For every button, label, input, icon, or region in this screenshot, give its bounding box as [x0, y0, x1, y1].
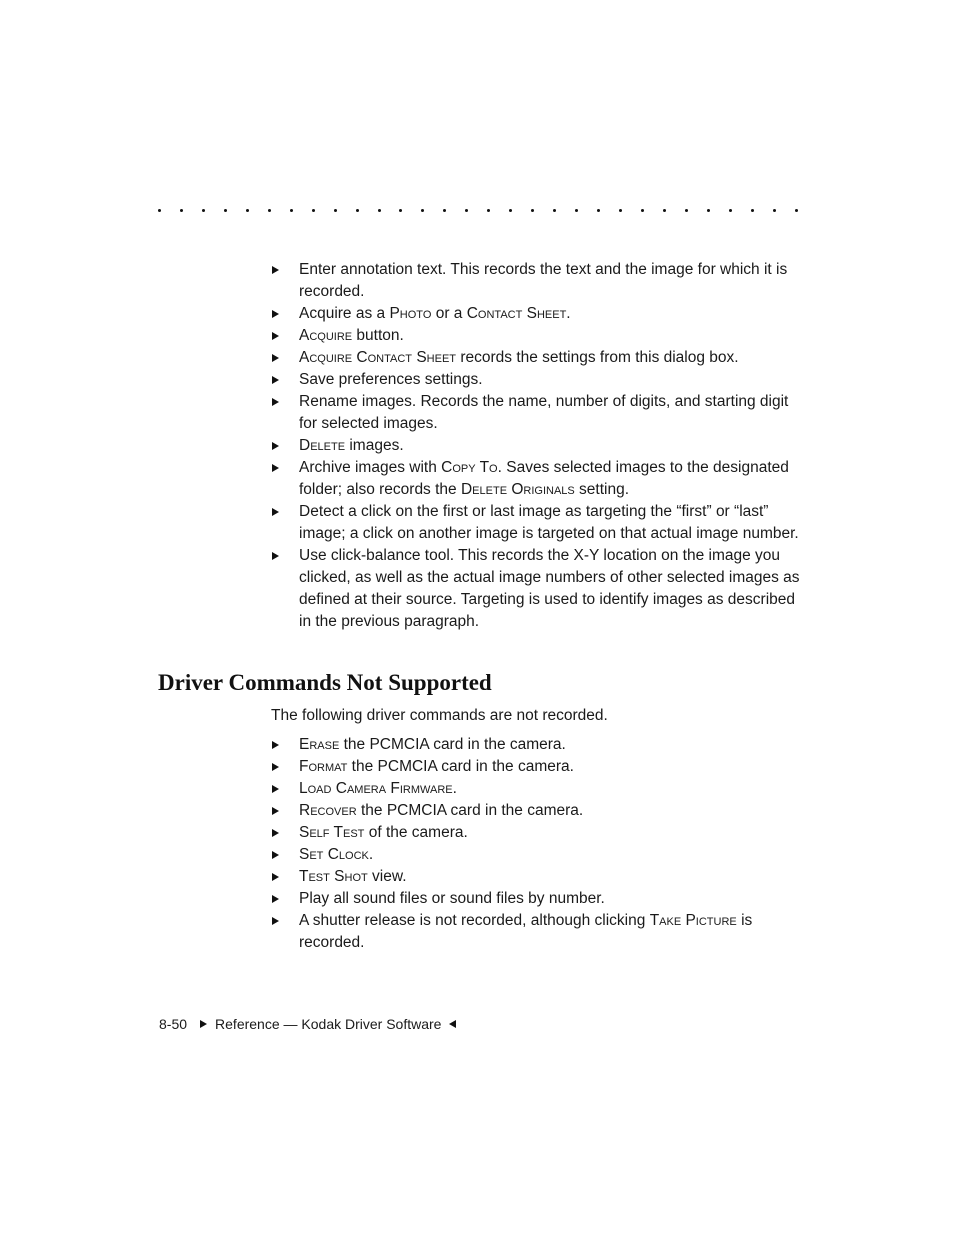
- item-text: the PCMCIA card in the camera.: [356, 802, 584, 819]
- item-text: the PCMCIA card in the camera.: [347, 758, 574, 775]
- triangle-left-icon: [449, 1020, 456, 1028]
- item-text: Play all sound files or sound files by number.: [299, 890, 605, 907]
- rule-dot: [751, 209, 754, 212]
- list-item: [271, 800, 801, 822]
- rule-dot: [378, 209, 381, 212]
- bullet-triangle-icon: [272, 917, 279, 925]
- item-text: view.: [367, 868, 407, 885]
- rule-dot: [487, 209, 490, 212]
- command-name: Contact Sheet: [466, 305, 567, 322]
- dotted-rule: [158, 198, 798, 222]
- section-heading: Driver Commands Not Supported: [158, 670, 492, 695]
- rule-dot: [202, 209, 205, 212]
- rule-dot: [180, 209, 183, 212]
- bullet-triangle-icon: [272, 266, 279, 274]
- rule-dot: [465, 209, 468, 212]
- list-item: [271, 325, 801, 347]
- rule-dot: [619, 209, 622, 212]
- list-item: [271, 910, 801, 954]
- list-item: [271, 866, 801, 888]
- list-item: [271, 734, 801, 756]
- list-item: [271, 778, 801, 800]
- bullet-triangle-icon: [272, 807, 279, 815]
- list-item: [271, 369, 801, 391]
- rule-dot: [663, 209, 666, 212]
- list-item: [271, 435, 801, 457]
- bullet-triangle-icon: [272, 464, 279, 472]
- bullet-triangle-icon: [272, 851, 279, 859]
- item-text: images.: [345, 437, 404, 454]
- footer-title: Reference — Kodak Driver Software: [215, 1016, 442, 1032]
- recorded-commands-list: [271, 259, 801, 633]
- bullet-triangle-icon: [272, 829, 279, 837]
- bullet-triangle-icon: [272, 873, 279, 881]
- item-text: is recorded.: [299, 912, 753, 951]
- item-text: Enter annotation text. This records the text and the image for which it is recorded.: [299, 261, 788, 300]
- bullet-triangle-icon: [272, 376, 279, 384]
- bullet-triangle-icon: [272, 508, 279, 516]
- list-item: [271, 756, 801, 778]
- item-text: . Saves selected images to the designated folder; also records the: [299, 459, 789, 498]
- bullet-triangle-icon: [272, 354, 279, 362]
- item-text: Archive images with: [299, 459, 442, 476]
- unsupported-commands-list: [271, 734, 801, 954]
- item-text: records the settings from this dialog box.: [456, 349, 739, 366]
- item-text: .: [368, 846, 374, 863]
- rule-dot: [246, 209, 249, 212]
- bullet-triangle-icon: [272, 442, 279, 450]
- item-text: Save preferences settings.: [299, 371, 483, 388]
- list-item: [271, 259, 801, 303]
- rule-dot: [553, 209, 556, 212]
- page-number: 8-50: [159, 1016, 188, 1032]
- section-intro: The following driver commands are not recorded.: [271, 707, 608, 724]
- list-item: [271, 391, 801, 435]
- rule-dot: [707, 209, 710, 212]
- command-name: Load Camera Firmware: [299, 780, 453, 797]
- bullet-triangle-icon: [272, 398, 279, 406]
- rule-dot: [399, 209, 402, 212]
- rule-dot: [224, 209, 227, 212]
- list-item: [271, 545, 801, 633]
- rule-dot: [443, 209, 446, 212]
- list-item: [271, 501, 801, 545]
- bullet-triangle-icon: [272, 552, 279, 560]
- command-name: Take Picture: [649, 912, 737, 929]
- item-text: Rename images. Records the name, number of digits, and starting digit for selected images.: [299, 393, 789, 432]
- command-name: Erase: [299, 736, 340, 753]
- command-name: Acquire: [299, 327, 353, 344]
- item-text: or a: [431, 305, 467, 322]
- bullet-triangle-icon: [272, 741, 279, 749]
- rule-dot: [795, 209, 798, 212]
- rule-dot: [290, 209, 293, 212]
- item-text: .: [452, 780, 457, 797]
- item-text: setting.: [574, 481, 630, 498]
- rule-dot: [685, 209, 688, 212]
- item-text: Acquire as a: [299, 305, 390, 322]
- rule-dot: [268, 209, 271, 212]
- item-text: the PCMCIA card in the camera.: [339, 736, 566, 753]
- rule-dot: [575, 209, 578, 212]
- item-text: of the camera.: [364, 824, 468, 841]
- bullet-triangle-icon: [272, 332, 279, 340]
- list-item: [271, 303, 801, 325]
- command-name: Copy To: [441, 459, 498, 476]
- command-name: Photo: [389, 305, 432, 322]
- triangle-right-icon: [200, 1020, 207, 1028]
- command-name: Acquire Contact Sheet: [299, 349, 457, 366]
- list-item: [271, 822, 801, 844]
- item-text: .: [566, 305, 571, 322]
- rule-dot: [509, 209, 512, 212]
- rule-dot: [729, 209, 732, 212]
- rule-dot: [531, 209, 534, 212]
- rule-dot: [421, 209, 424, 212]
- list-item: [271, 844, 801, 866]
- command-name: Recover: [299, 802, 357, 819]
- command-name: Delete: [299, 437, 346, 454]
- rule-dot: [334, 209, 337, 212]
- command-name: Self Test: [299, 824, 365, 841]
- rule-dot: [597, 209, 600, 212]
- list-item: [271, 888, 801, 910]
- command-name: Set Clock: [299, 846, 369, 863]
- item-text: A shutter release is not recorded, although clicking: [299, 912, 650, 929]
- rule-dot: [158, 209, 161, 212]
- rule-dot: [356, 209, 359, 212]
- bullet-triangle-icon: [272, 763, 279, 771]
- rule-dot: [641, 209, 644, 212]
- item-text: Detect a click on the first or last image as targeting the “first” or “last” image; a click on another image is targeted on that actual image number.: [299, 503, 799, 542]
- item-text: button.: [352, 327, 404, 344]
- page-footer: [159, 1016, 456, 1032]
- rule-dot: [312, 209, 315, 212]
- command-name: Delete Originals: [460, 481, 575, 498]
- rule-dot: [773, 209, 776, 212]
- list-item: [271, 347, 801, 369]
- item-text: Use click-balance tool. This records the X-Y location on the image you clicked, as well as the actual image numbers of other selected images as defined at their source. Targeting is used to identify images as described in the previous paragraph.: [299, 547, 800, 630]
- command-name: Test Shot: [299, 868, 368, 885]
- bullet-triangle-icon: [272, 895, 279, 903]
- list-item: [271, 457, 801, 501]
- bullet-triangle-icon: [272, 310, 279, 318]
- bullet-triangle-icon: [272, 785, 279, 793]
- command-name: Format: [299, 758, 348, 775]
